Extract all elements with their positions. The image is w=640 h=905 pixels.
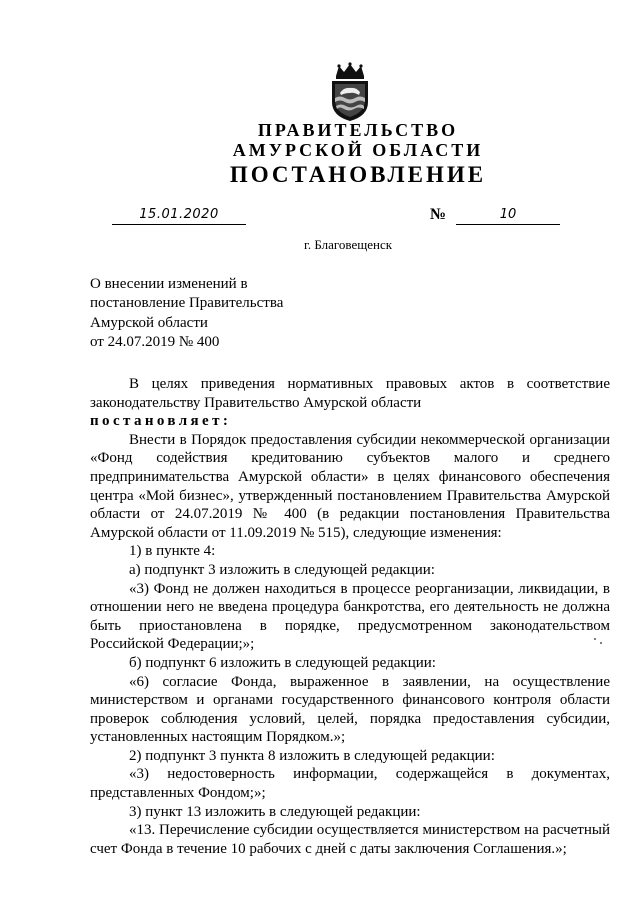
handwritten-document-number: 10 [456, 206, 560, 225]
subitem-b-paragraph: б) подпункт 6 изложить в следующей редакции: [129, 654, 436, 671]
subject-line: Амурской области [90, 314, 208, 331]
number-sign: № [430, 206, 447, 223]
subject-line: постановление Правительства [90, 295, 284, 312]
document-subject [90, 275, 350, 353]
intro-paragraph: В целях приведения нормативных правовых актов в соответствие законодательству Правительство Амурской области [90, 376, 610, 411]
subitem-6-text-paragraph: «6) согласие Фонда, выраженное в заявлении, на осуществление министерством и органами государственного финансового контроля области проверок соблюдения условий, целей, порядка предоставления субсидии, установленных настоящим Порядком.»; [90, 673, 610, 746]
handwritten-date: 15.01.2020 [112, 206, 246, 225]
subject-line: от 24.07.2019 № 400 [90, 334, 220, 351]
scan-speck [594, 638, 596, 640]
city-name: г. Благовещенск [304, 237, 393, 252]
subject-line: О внесении изменений в [90, 276, 248, 292]
coat-of-arms-icon [326, 62, 374, 122]
document-body [90, 375, 610, 858]
resolves-word: постановляет: [90, 413, 232, 430]
amendment-intro-paragraph: Внести в Порядок предоставления субсидии некоммерческой организации «Фонд содействия кредитованию субъектов малого и среднего предпринимательства Амурской области» в целях финансового обеспечения центра «Мой бизнес», утвержденный постановлением Правительства Амурской области от 24.07.2019 № 400 (в редакции постановления Правительства Амурской области от 11.09.2019 № 515), следующие изменения: [90, 431, 610, 541]
scan-speck [600, 642, 602, 644]
item-2-paragraph: 2) подпункт 3 пункта 8 изложить в следующей редакции: [129, 747, 495, 764]
item-8-text-paragraph: «3) недостоверность информации, содержащейся в документах, представленных Фондом;»; [90, 766, 610, 802]
item-1-paragraph: 1) в пункте 4: [129, 543, 216, 560]
subitem-a-paragraph: а) подпункт 3 изложить в следующей редакции: [129, 561, 435, 578]
item-13-text-paragraph: «13. Перечисление субсидии осуществляется министерством на расчетный счет Фонда в течение 10 рабочих с дней с даты заключения Соглашения.»; [90, 822, 610, 857]
document-type-title: ПОСТАНОВЛЕНИЕ [229, 162, 487, 187]
government-name-line2: АМУРСКОЙ ОБЛАСТИ [232, 140, 484, 160]
government-name-line1: ПРАВИТЕЛЬСТВО [257, 120, 459, 140]
item-3-paragraph: 3) пункт 13 изложить в следующей редакции: [129, 803, 421, 820]
subitem-3-text-paragraph: «3) Фонд не должен находиться в процессе реорганизации, ликвидации, в отношении него не введена процедура банкротства, его деятельность не должна быть приостановлена в порядке, предусмотренном законодательством Российской Федерации;»; [90, 580, 610, 653]
